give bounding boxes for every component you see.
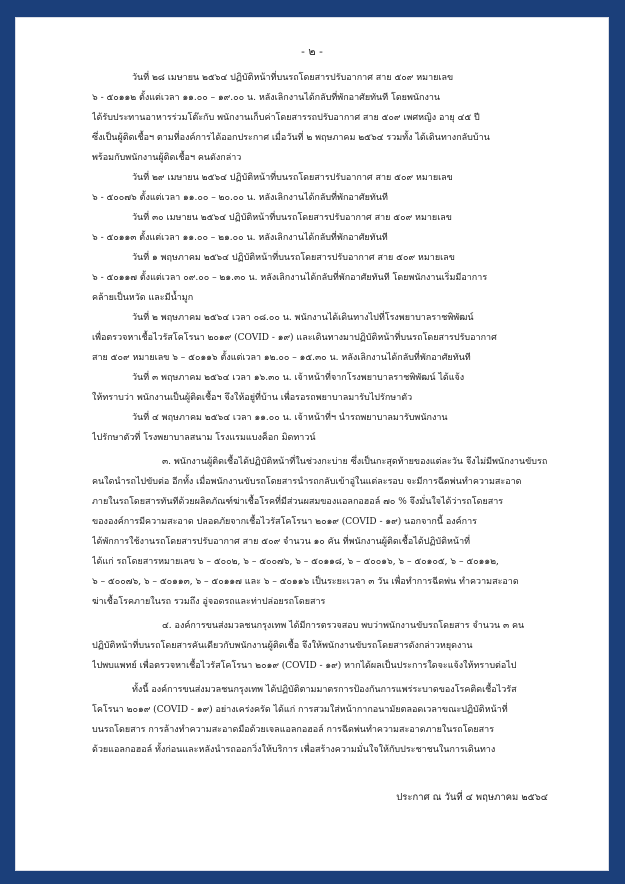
paragraph-line: ๖ – ๕๐๐๗๖, ๖ – ๕๐๑๑๓, ๖ – ๕๐๑๑๗ และ ๖ – ๕๐๑๑๖ เป็นระยะเวลา ๓ วัน เพื่อทำการฉีดพ่น ทำความสะอาด [92,577,519,587]
paragraph-line: สาย ๕๐๙ หมายเลข ๖ – ๕๐๑๑๖ ตั้งแต่เวลา ๑๒.๐๐ – ๑๕.๓๐ น. หลังเลิกงานได้กลับที่พักอาศัยทันที [92,353,471,363]
paragraph-line: วันที่ ๓๐ เมษายน ๒๕๖๔ ปฏิบัติหน้าที่บนรถโดยสารปรับอากาศ สาย ๕๐๙ หมายเลข [132,213,452,223]
paragraph-line: เพื่อตรวจหาเชื้อไวรัสโคโรนา ๒๐๑๙ (COVID - ๑๙) และเดินทางมาปฏิบัติหน้าที่บนรถโดยสารปรับอากาศ [92,333,497,343]
document-page [16,18,608,870]
paragraph-line: วันที่ ๒ พฤษภาคม ๒๕๖๔ เวลา ๐๘.๐๐ น. พนักงานได้เดินทางไปที่โรงพยาบาลราชพิพัฒน์ [132,313,474,323]
paragraph-line: ได้รับประทานอาหารร่วมโต๊ะกับ พนักงานเก็บค่าโดยสารรถปรับอากาศ สาย ๕๐๙ เพศหญิง อายุ ๔๕ ปี [92,113,480,123]
paragraph-line: วันที่ ๑ พฤษภาคม ๒๕๖๔ ปฏิบัติหน้าที่บนรถโดยสารปรับอากาศ สาย ๕๐๙ หมายเลข [132,253,455,263]
paragraph-line: วันที่ ๔ พฤษภาคม ๒๕๖๔ เวลา ๑๑.๐๐ น. เจ้าหน้าที่ฯ นำรถพยาบาลมารับพนักงาน [132,413,448,423]
paragraph-line: ไปพบแพทย์ เพื่อตรวจหาเชื้อไวรัสโคโรนา ๒๐๑๙ (COVID - ๑๙) หากได้ผลเป็นประการใดจะแจ้งให้ทราบต่อไป [92,661,517,671]
paragraph-line: ได้แก่ รถโดยสารหมายเลข ๖ – ๕๐๐๒, ๖ – ๕๐๐๗๖, ๖ – ๕๐๑๑๘, ๖ – ๕๐๐๑๖, ๖ – ๕๐๑๐๕, ๖ – ๕๐๑๑๒, [92,557,499,567]
paragraph-line: ๖ - ๕๐๑๑๒ ตั้งแต่เวลา ๑๑.๐๐ – ๑๙.๐๐ น. หลังเลิกงานได้กลับที่พักอาศัยทันที โดยพนักงาน [92,93,441,103]
paragraph-line: ด้วยแอลกอฮอล์ ทั้งก่อนและหลังนำรถออกวิ่งให้บริการ เพื่อสร้างความมั่นใจให้กับประชาชนในการเดินทาง [92,745,496,755]
paragraph-line: คล้ายเป็นหวัด และมีน้ำมูก [92,293,194,303]
announcement-date: ประกาศ ณ วันที่ ๔ พฤษภาคม ๒๕๖๔ [396,792,548,803]
paragraph-line: ๖ - ๕๐๑๑๓ ตั้งแต่เวลา ๑๑.๐๐ – ๒๑.๐๐ น. หลังเลิกงานได้กลับที่พักอาศัยทันที [92,233,388,243]
paragraph-line: ได้พักการใช้งานรถโดยสารปรับอากาศ สาย ๕๐๙ จำนวน ๑๐ คัน ที่พนักงานผู้ติดเชื้อได้ปฏิบัติหน้าที่ [92,537,471,547]
paragraph-line: ๔. องค์การขนส่งมวลชนกรุงเทพ ได้มีการตรวจสอบ พบว่าพนักงานขับรถโดยสาร จำนวน ๓ คน [162,621,525,631]
paragraph-line: ซึ่งเป็นผู้ติดเชื้อฯ ตามที่องค์การได้ออกประกาศ เมื่อวันที่ ๒ พฤษภาคม ๒๕๖๔ รวมทั้ง ได้เดินทางกลับบ้าน [92,133,490,143]
paragraph-line: ไปรักษาตัวที่ โรงพยาบาลสนาม โรงแรมแบงค็อก มิดทาวน์ [92,433,316,443]
paragraph-line: ภายในรถโดยสารทันทีด้วยผลิตภัณฑ์ฆ่าเชื้อโรคที่มีส่วนผสมของแอลกอฮอล์ ๗๐ % จึงมั่นใจได้ว่ารถโดยสาร [92,497,504,507]
paragraph-line: วันที่ ๒๘ เมษายน ๒๕๖๔ ปฏิบัติหน้าที่บนรถโดยสารปรับอากาศ สาย ๕๐๙ หมายเลข [132,73,454,83]
paragraph-line: ฆ่าเชื้อโรคภายในรถ รวมถึง อู่จอดรถและท่าปล่อยรถโดยสาร [92,597,326,607]
paragraph-line: ๖ - ๕๐๐๗๖ ตั้งแต่เวลา ๑๑.๐๐ – ๒๐.๐๐ น. หลังเลิกงานได้กลับที่พักอาศัยทันที [92,193,388,203]
paragraph-line: โคโรนา ๒๐๑๙ (COVID - ๑๙) อย่างเคร่งครัด ได้แก่ การสวมใส่หน้ากากอนามัยตลอดเวลาขณะปฏิบัติหน้าที่ [92,705,508,715]
paragraph-line: ๖ - ๕๐๑๑๗ ตั้งแต่เวลา ๐๙.๐๐ – ๒๑.๓๐ น. หลังเลิกงานได้กลับที่พักอาศัยทันที โดยพนักงานเริ่มมีอาการ [92,273,488,283]
page-number: - ๒ - [301,45,323,58]
paragraph-line: พร้อมกับพนักงานผู้ติดเชื้อฯ คนดังกล่าว [92,153,242,163]
paragraph-line: บนรถโดยสาร การล้างทำความสะอาดมือด้วยเจลแอลกอฮอล์ การฉีดพ่นทำความสะอาดภายในรถโดยสาร [92,725,495,735]
paragraph-line: ทั้งนี้ องค์การขนส่งมวลชนกรุงเทพ ได้ปฏิบัติตามมาตรการป้องกันการแพร่ระบาดของโรคติดเชื้อไวรัส [132,685,517,695]
paragraph-line: คนใดนำรถไปขับต่อ อีกทั้ง เมื่อพนักงานขับรถโดยสารนำรถกลับเข้าอู่ในแต่ละรอบ จะมีการฉีดพ่นทำความสะอาด [92,477,522,487]
paragraph-line: ขององค์การมีความสะอาด ปลอดภัยจากเชื้อไวรัสโคโรนา ๒๐๑๙ (COVID - ๑๙) นอกจากนี้ องค์การ [92,517,478,527]
paragraph-line: ปฏิบัติหน้าที่บนรถโดยสารคันเดียวกับพนักงานผู้ติดเชื้อ จึงให้พนักงานขับรถโดยสารดังกล่าวหยุดงาน [92,641,473,651]
paragraph-line: ๓. พนักงานผู้ติดเชื้อได้ปฏิบัติหน้าที่ในช่วงกะบ่าย ซึ่งเป็นกะสุดท้ายของแต่ละวัน จึงไม่มีพนักงานขับรถ [162,457,548,467]
paragraph-line: วันที่ ๓ พฤษภาคม ๒๕๖๔ เวลา ๑๖.๓๐ น. เจ้าหน้าที่จากโรงพยาบาลราชพิพัฒน์ ได้แจ้ง [132,373,465,383]
paragraph-line: ให้ทราบว่า พนักงานเป็นผู้ติดเชื้อฯ จึงให้อยู่ที่บ้าน เพื่อรอรถพยาบาลมารับไปรักษาตัว [92,393,413,403]
paragraph-line: วันที่ ๒๙ เมษายน ๒๕๖๔ ปฏิบัติหน้าที่บนรถโดยสารปรับอากาศ สาย ๕๐๙ หมายเลข [132,173,453,183]
